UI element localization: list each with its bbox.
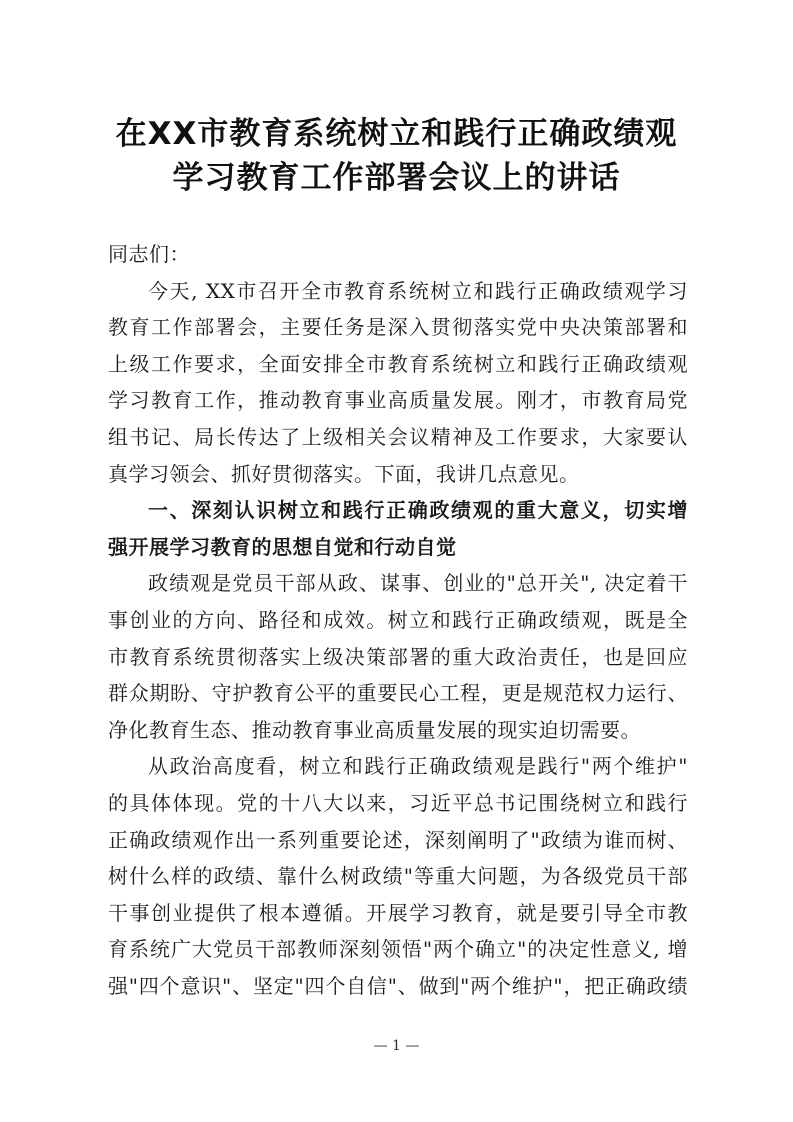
paragraph-political bbox=[108, 748, 688, 1004]
document-body bbox=[108, 236, 688, 1004]
title-line-2: 学习教育工作部署会议上的讲话 bbox=[172, 160, 621, 196]
text-line: 正确政绩观作出一系列重要论述，深刻阐明了"政绩为谁而树、 bbox=[108, 827, 688, 852]
salutation: 同志们： bbox=[108, 242, 190, 266]
text-line: 市教育系统贯彻落实上级决策部署的重大政治责任，也是回应 bbox=[108, 644, 688, 669]
text-line: 真学习领会、抓好贯彻落实。下面，我讲几点意见。 bbox=[108, 461, 580, 486]
heading-line: 一、深刻认识树立和践行正确政绩观的重大意义，切实增 bbox=[148, 498, 688, 523]
text-line: 从政治高度看，树立和践行正确政绩观是践行"两个维护" bbox=[148, 754, 688, 779]
heading-line: 强开展学习教育的思想自觉和行动自觉 bbox=[108, 534, 457, 559]
text-line: 净化教育生态、推动教育事业高质量发展的现实迫切需要。 bbox=[108, 717, 641, 742]
text-line: 树什么样的政绩、靠什么树政绩"等重大问题，为各级党员干部 bbox=[108, 864, 688, 889]
text-line: 强"四个意识"、坚定"四个自信"、做到"两个维护"，把正确政绩 bbox=[108, 973, 688, 998]
document-title bbox=[60, 112, 733, 200]
text-line: 干事创业提供了根本遵循。开展学习教育，就是要引导全市教 bbox=[108, 900, 688, 925]
text-line: 的具体体现。党的十八大以来，习近平总书记围绕树立和践行 bbox=[108, 790, 688, 815]
text-line: 上级工作要求，全面安排全市教育系统树立和践行正确政绩观 bbox=[108, 351, 688, 376]
paragraph-significance bbox=[108, 565, 688, 748]
section-heading-1 bbox=[108, 492, 688, 565]
paragraph-intro bbox=[108, 273, 688, 493]
text-line: 今天, XX市召开全市教育系统树立和践行正确政绩观学习 bbox=[148, 278, 688, 303]
text-line: 学习教育工作，推动教育事业高质量发展。刚才，市教育局党 bbox=[108, 388, 688, 413]
text-line: 群众期盼、守护教育公平的重要民心工程，更是规范权力运行、 bbox=[108, 681, 688, 706]
text-line: 政绩观是党员干部从政、谋事、创业的"总开关", 决定着干 bbox=[148, 571, 688, 596]
text-line: 事创业的方向、路径和成效。树立和践行正确政绩观，既是全 bbox=[108, 607, 688, 632]
text-line: 教育工作部署会，主要任务是深入贯彻落实党中央决策部署和 bbox=[108, 315, 688, 340]
page-number: — 1 — bbox=[373, 1038, 420, 1054]
text-line: 组书记、局长传达了上级相关会议精神及工作要求，大家要认 bbox=[108, 424, 688, 449]
text-line: 育系统广大党员干部教师深刻领悟"两个确立"的决定性意义, 增 bbox=[108, 937, 688, 962]
title-line-1: 在XX市教育系统树立和践行正确政绩观 bbox=[115, 116, 678, 152]
